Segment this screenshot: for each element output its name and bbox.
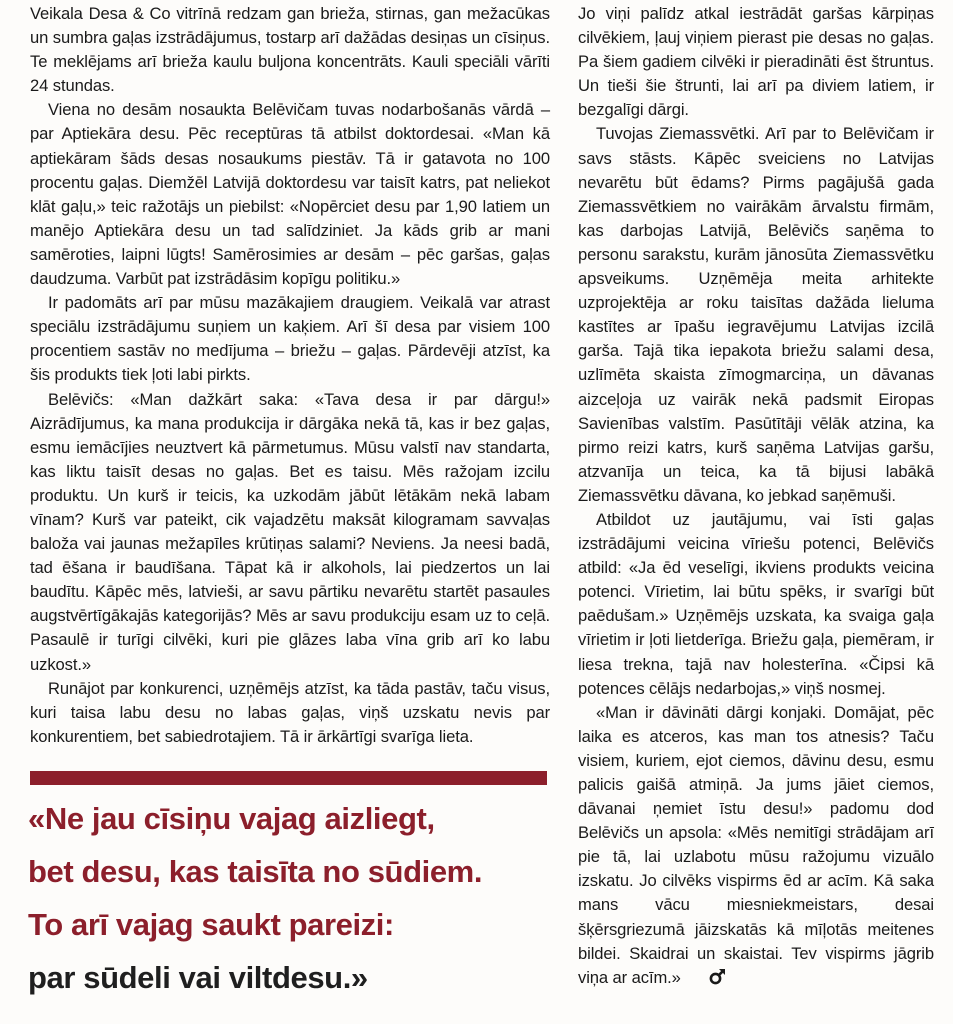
article-paragraph: Viena no desām nosaukta Belēvičam tuvas nodarbošanās vārdā – par Aptiekāra desu. Pēc receptūras tā atbilst doktordesai. «Man kā aptiekāram šāds desas nosaukums piestāv. Tā ir gatavota no 100 procentu gaļas. Diemžēl Latvijā doktordesu var taisīt katrs, pat neliekot klāt gaļu,» teic ražotājs un piebilst: «Nopērciet desu par 1,90 latiem un manējo Aptiekāra desu un tad salīdziniet. Ja kāds grib ar mani samēroties, laipni lūgts! Samērosimies ar desām – pēc garšas, gaļas daudzuma. Varbūt pat izstrādāsim kopīgu politiku.»	[30, 100, 550, 289]
article-paragraph: Atbildot uz jautājumu, vai īsti gaļas izstrādājumi veicina vīriešu potenci, Belēvičs atbild: «Ja ēd veselīgi, ikviens produkts veicina potenci. Vīrietim, lai būtu spēks, ir svarīgi būt paēdušam.» Uzņēmējs uzskata, ka svaiga gaļa vīrietim ir ļoti lietderīga. Briežu gaļa, piemēram, ir liesa trekna, tajā nav holesterīna. «Čipsi kā potences cēlājs nedarbojas,» viņš nosmej.	[578, 509, 934, 698]
pull-quote-line: bet desu, kas taisīta no sūdiem.	[28, 854, 483, 889]
article-paragraph: Ir padomāts arī par mūsu mazākajiem draugiem. Veikalā var atrast speciālu izstrādājumu suņiem un kaķiem. Arī šī desa par visiem 100 procentiem sastāv no medījuma – briežu – gaļas. Pārdevēji atzīst, ka šis produkts tiek ļoti labi pirkts.	[30, 293, 550, 385]
pull-quote-line: To arī vajag saukt pareizi:	[28, 907, 394, 942]
article-column-left	[30, 2, 550, 749]
article-paragraph-text: «Man ir dāvināti dārgi konjaki. Domājat, pēc laika es atceros, kas man tos atnesis? Taču visiem, kuriem, ejot ciemos, dāvinu desu, esmu palicis gaišā atmiņā. Ja jums jāiet ciemos, dāvanai ņemiet īstu desu!» padomu dod Belēvičs un apsola: «Mēs nemitīgi strādājam arī pie tā, lai uzlabotu mūsu ražojumu vizuālo izskatu. Jo cilvēks vispirms ēd ar acīm. Kā saka mans vācu miesniekmeistars, desai šķērsgriezumā jāizskatās kā mīļotās meitenes bildei. Skaidrai un skaistai. Tev vispirms jāgrib viņa ar acīm.»	[578, 702, 934, 987]
pull-quote-divider	[30, 771, 547, 785]
male-symbol-icon	[691, 968, 726, 992]
pull-quote-line: «Ne jau cīsiņu vajag aizliegt,	[28, 801, 435, 836]
article-paragraph: Jo viņi palīdz atkal iestrādāt garšas kārpiņas cilvēkiem, ļauj viņiem pierast pie desas no gaļas. Pa šiem gadiem cilvēki ir pieradināti ēst štruntus. Un tieši šie štrunti, lai arī pa diviem latiem, ir bezgalīgi dārgi.	[578, 4, 934, 120]
article-paragraph: Tuvojas Ziemassvētki. Arī par to Belēvičam ir savs stāsts. Kāpēc sveiciens no Latvijas nevarētu būt ēdams? Pirms pagājušā gada Ziemassvētkiem no vairākām ārvalstu firmām, kas darbojas Latvijā, Belēvičs saņēma to personu sarakstu, kurām jānosūta Ziemassvētku apsveikums. Uzņēmēja meita arhitekte uzprojektēja ar roku taisītas dažāda lieluma kastītes ar īpašu iegravējumu Latvijas izcilā garša. Tajā tika iepakota briežu salami desa, uzlīmēta skaista zīmogmarciņa, un dāvanas aizceļoja uz vairāk nekā padsmit Eiropas Savienības valstīm. Pasūtītāji vēlāk atzina, ka pirmo reizi katrs, kurš saņēma Latvijas garšu, atzvanīja un teica, ka tā bijusi labākā Ziemassvētku dāvana, ko jebkad saņēmuši.	[578, 124, 934, 505]
pull-quote-line: par sūdeli vai viltdesu.»	[28, 960, 368, 995]
article-paragraph: Runājot par konkurenci, uzņēmējs atzīst, ka tāda pastāv, taču visus, kuri taisa labu desu no labas gaļas, viņš uzskatu nevis par konkurentiem, bet sabiedrotajiem. Tā ir ārkārtīgi svarīga lieta.	[30, 678, 550, 746]
pull-quote	[28, 792, 568, 1004]
article-paragraph: Veikala Desa & Co vitrīnā redzam gan brieža, stirnas, gan mežacūkas un sumbra gaļas izstrādājumus, tostarp arī dažādas desiņas un cīsiņus. Te meklējams arī brieža kaulu buljona koncentrāts. Kauli speciāli vārīti 24 stundas.	[30, 4, 550, 96]
article-paragraph: Belēvičs: «Man dažkārt saka: «Tava desa ir par dārgu!» Aizrādījumus, ka mana produkcija ir dārgāka nekā tā, kas ir bez gaļas, esmu iemācījies neuztvert kā pārmetumus. Mūsu valstī nav standarta, kas liktu taisīt desas no gaļas. Bet es taisu. Mēs ražojam izcilu produktu. Un kurš ir teicis, ka uzkodām jābūt lētākām nekā labam vīnam? Kurš var pateikt, cik vajadzētu maksāt kilogramam savvaļas baloža vai jaunas mežapīles krūtiņas salami? Neviens. Ja neesi badā, tad ēšana ir baudīšana. Tāpat kā ir alkohols, lai piedzertos un lai baudītu. Kāpēc mēs, latvieši, ar savu pārtiku nevarētu startēt pasaules augstvērtīgākajās kategorijās? Mēs ar savu produkciju esam uz to ceļā. Pasaulē ir turīgi cilvēki, kuri pie glāzes laba vīna grib arī ko labu uzkost.»	[30, 389, 550, 674]
article-column-right	[578, 2, 934, 992]
article-paragraph-last	[578, 701, 934, 992]
